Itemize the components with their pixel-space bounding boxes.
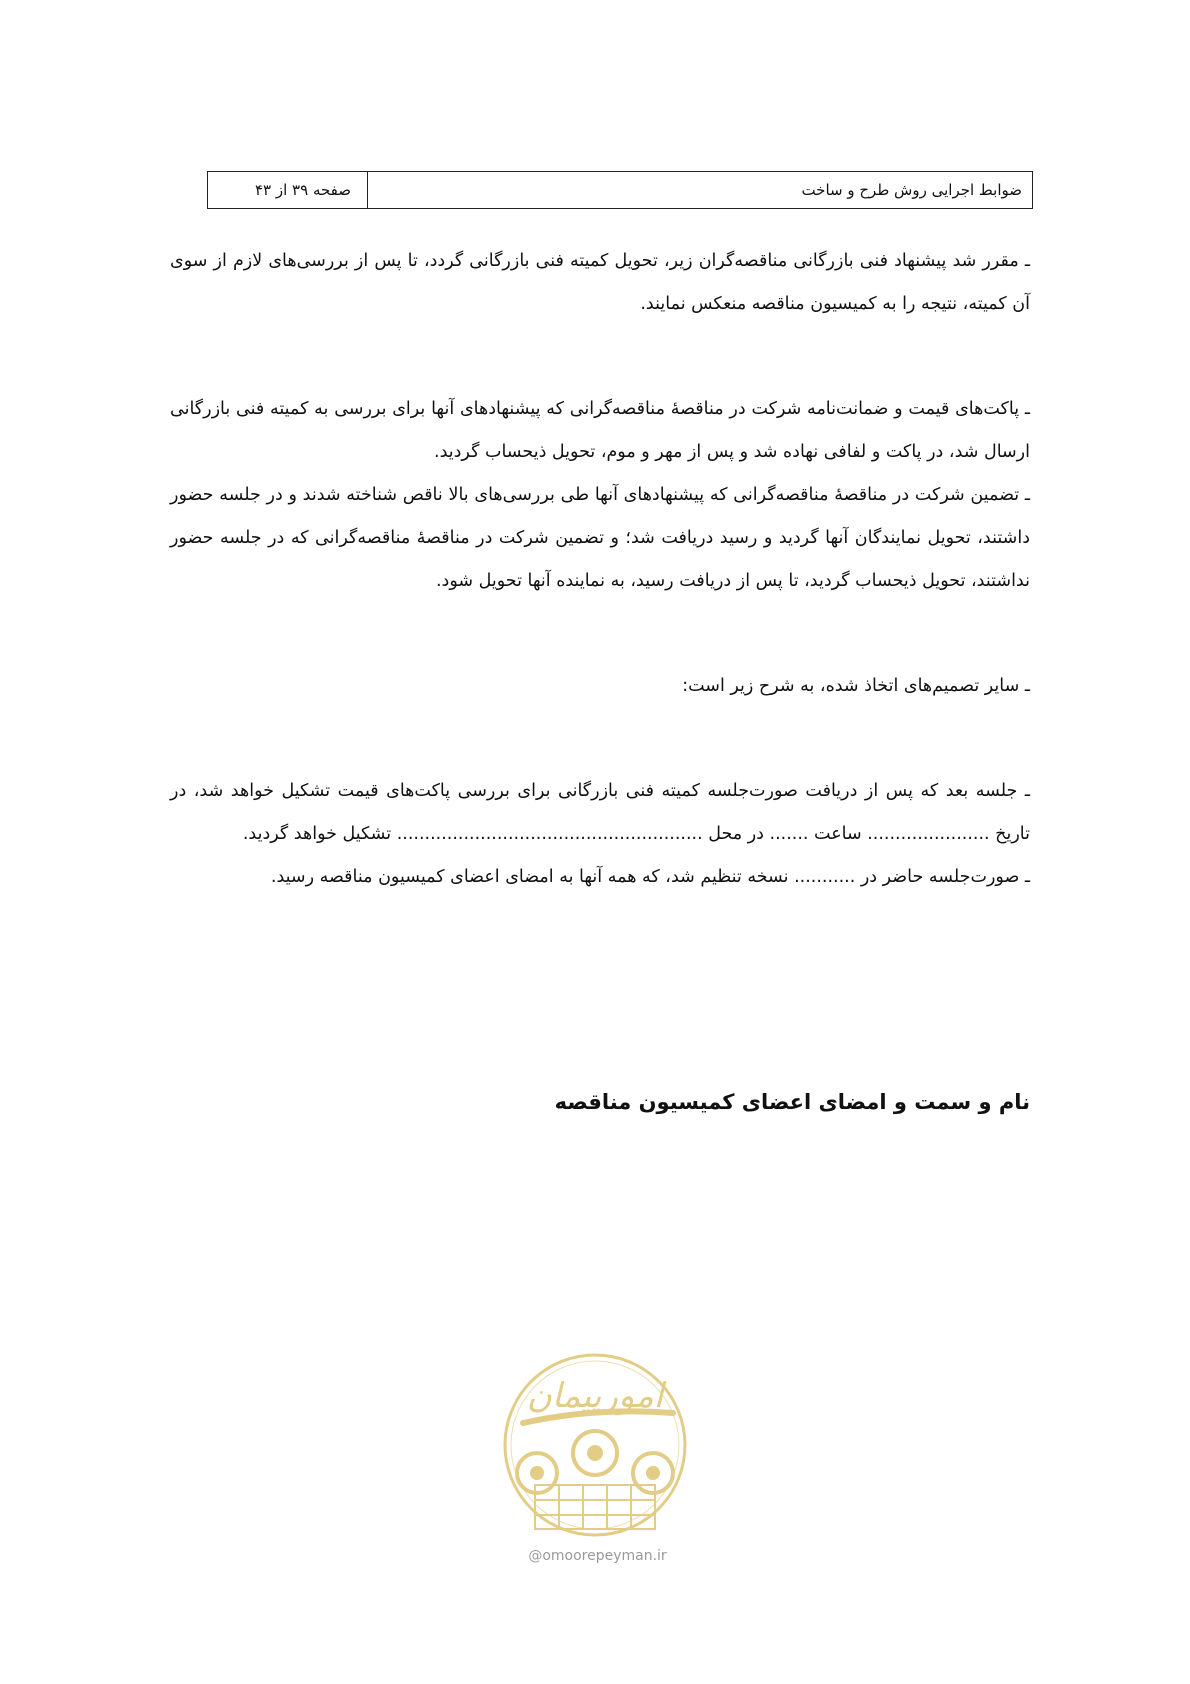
page-number: صفحه ۳۹ از ۴۳ [208, 172, 368, 208]
page-header [207, 171, 1033, 209]
document-body [170, 240, 1030, 899]
paragraph-copies: ـ صورت‌جلسه حاضر در ........... نسخه تنظیم شد، که همه آنها به امضای اعضای کمیسیون مناقصه رسید. [270, 867, 1030, 887]
paragraph-price-envelopes: ـ پاکت‌های قیمت و ضمانت‌نامه شرکت در مناقصهٔ مناقصه‌گرانی که پیشنهادهای آنها برای بررسی به کمیته فنی بازرگانی ارسال شد، در پاکت و لفافی نهاده شد و پس از مهر و موم، تحویل ذیحساب گردید. [170, 399, 1030, 462]
paragraph-other-decisions: ـ سایر تصمیم‌های اتخاذ شده، به شرح زیر است: [682, 676, 1030, 696]
watermark-website: @omoorepeyman.ir [528, 1548, 667, 1564]
watermark-logo-lettering: امورپیمان [526, 1376, 664, 1416]
document-title: ضوابط اجرایی روش طرح و ساخت [801, 181, 1022, 199]
paragraph-technical-proposal: ـ مقرر شد پیشنهاد فنی بازرگانی مناقصه‌گران زیر، تحویل کمیته فنی بازرگانی گردد، تا پس از بررسی‌های لازم از سوی آن کمیته، نتیجه را به کمیسیون مناقصه منعکس نمایند. [170, 251, 1030, 314]
signature-section-title: نام و سمت و امضای اعضای کمیسیون مناقصه [554, 1090, 1030, 1114]
paragraph-bid-guarantee: ـ تضمین شرکت در مناقصهٔ مناقصه‌گرانی که پیشنهادهای آنها طی بررسی‌های بالا ناقص شناخته شدند و در جلسه حضور داشتند، تحویل نمایندگان آنها گردید و رسید دریافت شد؛ و تضمین شرکت در مناقصهٔ مناقصه‌گرانی که در جلسه حضور نداشتند، تحویل ذیحساب گردید، تا پس از دریافت رسید، به نماینده آنها تحویل شود. [170, 485, 1030, 591]
paragraph-next-meeting: ـ جلسه بعد که پس از دریافت صورت‌جلسه کمیته فنی بازرگانی برای بررسی پاکت‌های قیمت تشکیل خواهد شد، در تاریخ ...................... ساعت ....... در محل ....................................................... تشکیل خواهد گردید. [170, 781, 1030, 844]
